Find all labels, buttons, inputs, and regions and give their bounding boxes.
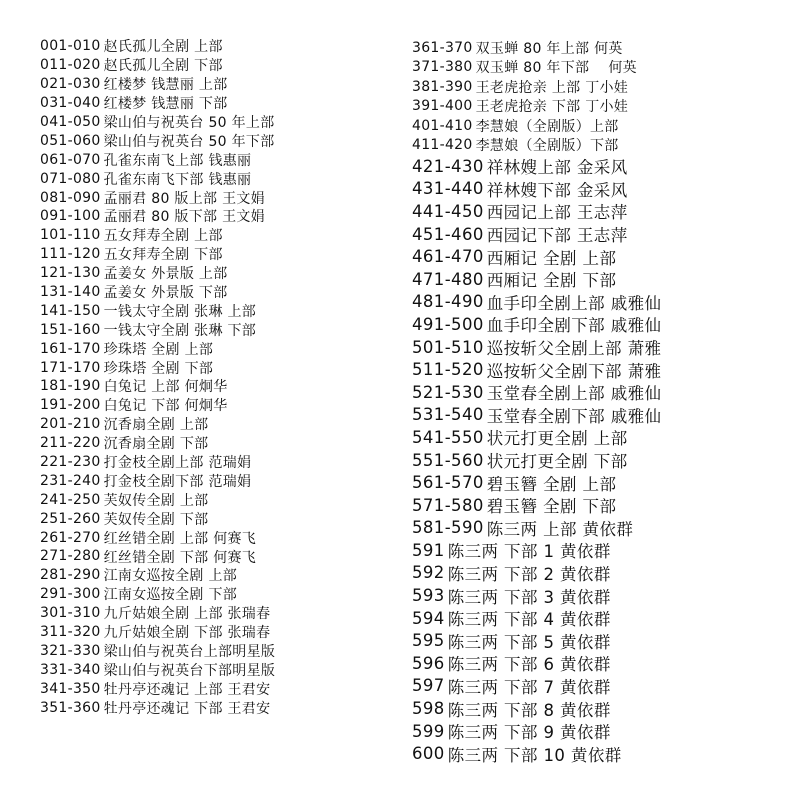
track-list-item [40, 358, 412, 377]
track-number-range: 531-540 [412, 405, 484, 425]
track-number-range: 301-310 [40, 605, 101, 622]
track-number-range: 221-230 [40, 454, 101, 471]
track-list-item [40, 245, 412, 264]
track-number-range: 441-450 [412, 201, 484, 221]
track-list-item [40, 604, 412, 623]
track-number-range: 131-140 [40, 284, 101, 301]
track-number-range: 021-030 [40, 76, 101, 93]
track-title: 王老虎抢亲 下部 丁小娃 [475, 99, 629, 116]
track-list-item [412, 381, 782, 404]
track-title: 珍珠塔 全剧 下部 [103, 360, 214, 377]
track-number-range: 161-170 [40, 340, 101, 357]
track-list-item [40, 226, 412, 245]
track-number-range: 561-570 [412, 473, 484, 493]
track-list-item [412, 358, 782, 381]
track-number-range: 201-210 [40, 416, 101, 433]
track-number-range: 594 [412, 608, 445, 628]
track-number-range: 281-290 [40, 567, 101, 584]
track-list-item [412, 607, 782, 630]
track-list-item [412, 116, 782, 136]
track-title: 赵氏孤儿全剧 上部 [103, 39, 223, 56]
track-number-range: 541-550 [412, 427, 484, 447]
track-title: 双玉蝉 80 年上部 何英 [475, 40, 623, 57]
track-number-range: 598 [412, 699, 445, 719]
track-number-range: 461-470 [412, 247, 484, 267]
track-title: 陈三两 上部 黄依群 [486, 519, 634, 539]
track-number-range: 491-500 [412, 314, 484, 334]
track-list-item [412, 629, 782, 652]
track-list-item [40, 207, 412, 226]
track-list-item [40, 113, 412, 132]
track-list-item [40, 339, 412, 358]
track-number-range: 181-190 [40, 378, 101, 395]
track-list-item [40, 320, 412, 339]
track-number-range: 401-410 [412, 117, 473, 134]
track-list-item [40, 283, 412, 302]
track-number-range: 421-430 [412, 156, 484, 176]
track-title: 梁山伯与祝英台 50 年上部 [103, 115, 275, 132]
left-track-list [40, 37, 412, 717]
track-number-range: 597 [412, 676, 445, 696]
track-number-range: 251-260 [40, 510, 101, 527]
track-list-item [40, 75, 412, 94]
track-number-range: 351-360 [40, 699, 101, 716]
track-title: 白兔记 上部 何炯华 [103, 379, 228, 396]
track-list-item [412, 58, 782, 78]
track-number-range: 471-480 [412, 269, 484, 289]
track-number-range: 081-090 [40, 189, 101, 206]
track-list-item [412, 291, 782, 314]
track-list-item [412, 471, 782, 494]
track-number-range: 001-010 [40, 38, 101, 55]
track-list-item [412, 178, 782, 201]
track-title: 牡丹亭还魂记 下部 王君安 [103, 700, 271, 717]
track-title: 九斤姑娘全剧 下部 张瑞春 [103, 625, 271, 642]
track-number-range: 051-060 [40, 132, 101, 149]
track-number-range: 411-420 [412, 137, 473, 154]
track-list-item [40, 698, 412, 717]
track-title: 巡按斩父全剧上部 萧雅 [486, 339, 662, 359]
track-list-item [412, 97, 782, 117]
right-track-list [412, 38, 782, 765]
track-list-item [412, 742, 782, 765]
track-number-range: 361-370 [412, 39, 473, 56]
track-list-item [40, 566, 412, 585]
track-number-range: 592 [412, 563, 445, 583]
track-title: 沉香扇全剧 上部 [103, 417, 209, 434]
track-title: 李慧娘（全剧版）上部 [475, 118, 619, 135]
track-title: 孟丽君 80 版下部 王文娟 [103, 209, 265, 226]
track-list-item [412, 584, 782, 607]
track-title: 孔雀东南飞上部 钱惠丽 [103, 152, 252, 169]
track-list-item [412, 136, 782, 156]
track-list-item [40, 623, 412, 642]
track-title: 状元打更全剧 下部 [486, 452, 628, 472]
track-title: 红丝错全剧 下部 何赛飞 [103, 549, 257, 566]
track-list-item [40, 642, 412, 661]
track-list-item [40, 585, 412, 604]
track-list-item [40, 509, 412, 528]
track-list-item [40, 150, 412, 169]
track-title: 沉香扇全剧 下部 [103, 436, 209, 453]
track-title: 陈三两 下部 8 黄依群 [447, 700, 611, 720]
track-title: 血手印全剧下部 戚雅仙 [486, 316, 662, 336]
track-title: 巡按斩父全剧下部 萧雅 [486, 361, 662, 381]
track-title: 状元打更全剧 上部 [486, 429, 628, 449]
track-number-range: 041-050 [40, 114, 101, 130]
track-list-item [40, 94, 412, 113]
track-title: 陈三两 下部 2 黄依群 [447, 564, 611, 584]
track-title: 打金枝全剧下部 范瑞娟 [103, 473, 252, 490]
track-list-item [40, 453, 412, 472]
track-title: 打金枝全剧上部 范瑞娟 [103, 455, 252, 472]
track-number-range: 061-070 [40, 151, 101, 168]
track-number-range: 596 [412, 653, 445, 673]
track-title: 李慧娘（全剧版）下部 [475, 138, 619, 155]
track-number-range: 593 [412, 586, 445, 606]
track-number-range: 111-120 [40, 246, 101, 263]
track-title: 红楼梦 钱慧丽 上部 [103, 77, 228, 94]
track-list-item [40, 56, 412, 75]
track-title: 白兔记 下部 何炯华 [103, 398, 228, 415]
track-list-item [40, 434, 412, 453]
track-number-range: 599 [412, 721, 445, 741]
track-list-item [412, 268, 782, 291]
track-list-item [412, 697, 782, 720]
track-list-item [412, 426, 782, 449]
track-number-range: 591 [412, 540, 445, 560]
track-number-range: 271-280 [40, 548, 101, 565]
track-title: 陈三两 下部 3 黄依群 [447, 587, 611, 607]
track-number-range: 091-100 [40, 208, 101, 225]
track-number-range: 391-400 [412, 98, 473, 115]
track-list-item [412, 223, 782, 246]
track-list-item [40, 301, 412, 320]
track-title: 梁山伯与祝英台上部明星版 [103, 643, 276, 660]
track-list-item [40, 264, 412, 283]
track-list-item [40, 679, 412, 698]
track-number-range: 151-160 [40, 321, 101, 338]
track-number-range: 261-270 [40, 529, 101, 546]
track-number-range: 121-130 [40, 265, 101, 282]
track-title: 玉堂春全剧下部 戚雅仙 [486, 406, 662, 426]
track-title: 陈三两 下部 9 黄依群 [447, 723, 611, 743]
track-list-item [40, 169, 412, 188]
track-list-item [40, 396, 412, 415]
track-number-range: 331-340 [40, 661, 101, 678]
track-list-item [40, 528, 412, 547]
track-title: 西园记下部 王志萍 [486, 226, 628, 246]
track-list-item [40, 660, 412, 679]
track-list-item [40, 490, 412, 509]
track-number-range: 481-490 [412, 292, 484, 312]
track-title: 孟丽君 80 版上部 王文娟 [103, 190, 265, 207]
track-number-range: 571-580 [412, 495, 484, 515]
track-title: 赵氏孤儿全剧 下部 [103, 58, 223, 75]
track-title: 陈三两 下部 7 黄依群 [447, 677, 611, 697]
track-list-item [40, 131, 412, 150]
track-number-range: 501-510 [412, 337, 484, 357]
track-title: 陈三两 下部 4 黄依群 [447, 610, 611, 630]
track-list-item [40, 415, 412, 434]
track-list-item [412, 562, 782, 585]
track-number-range: 321-330 [40, 642, 101, 659]
track-title: 孔雀东南飞下部 钱惠丽 [103, 171, 252, 188]
track-list-item [412, 449, 782, 472]
track-number-range: 101-110 [40, 227, 101, 244]
track-title: 梁山伯与祝英台 50 年下部 [103, 133, 275, 150]
track-number-range: 371-380 [412, 59, 473, 76]
track-title: 一钱太守全剧 张琳 下部 [103, 322, 257, 339]
track-list-item [412, 77, 782, 97]
track-list-item [40, 188, 412, 207]
track-number-range: 071-080 [40, 170, 101, 187]
track-title: 梁山伯与祝英台下部明星版 [103, 662, 276, 679]
track-title: 王老虎抢亲 上部 丁小娃 [475, 79, 629, 96]
track-title: 双玉蝉 80 年下部 何英 [475, 60, 637, 77]
track-title: 陈三两 下部 1 黄依群 [447, 542, 611, 562]
track-title: 陈三两 下部 6 黄依群 [447, 655, 611, 675]
track-number-range: 011-020 [40, 57, 101, 74]
track-list-item [40, 547, 412, 566]
track-number-range: 241-250 [40, 491, 101, 508]
track-title: 西厢记 全剧 下部 [486, 271, 617, 291]
track-title: 陈三两 下部 10 黄依群 [447, 745, 622, 765]
track-title: 碧玉簪 全剧 下部 [486, 497, 617, 517]
track-list-item [412, 720, 782, 743]
track-number-range: 171-170 [40, 359, 101, 376]
track-list-item [412, 155, 782, 178]
track-list-item [412, 494, 782, 517]
track-title: 玉堂春全剧上部 戚雅仙 [486, 384, 662, 404]
track-title: 孟姜女 外景版 上部 [103, 266, 228, 283]
track-title: 碧玉簪 全剧 上部 [486, 474, 617, 494]
track-title: 牡丹亭还魂记 上部 王君安 [103, 681, 271, 698]
track-title: 血手印全剧上部 戚雅仙 [486, 293, 662, 313]
track-list-item [40, 37, 412, 56]
track-list-item [412, 38, 782, 58]
track-number-range: 521-530 [412, 382, 484, 402]
track-list-item [412, 200, 782, 223]
track-list-item [412, 404, 782, 427]
track-list-item [412, 652, 782, 675]
track-number-range: 551-560 [412, 450, 484, 470]
track-list-item [412, 539, 782, 562]
track-number-range: 341-350 [40, 680, 101, 697]
track-title: 五女拜寿全剧 下部 [103, 247, 223, 264]
track-title: 孟姜女 外景版 下部 [103, 285, 228, 302]
track-list-item [412, 675, 782, 698]
track-number-range: 031-040 [40, 95, 101, 112]
track-number-range: 595 [412, 631, 445, 651]
track-number-range: 581-590 [412, 518, 484, 538]
track-title: 西园记上部 王志萍 [486, 203, 628, 223]
track-title: 芙奴传全剧 上部 [103, 492, 209, 509]
track-number-range: 600 [412, 744, 445, 764]
track-title: 芙奴传全剧 下部 [103, 511, 209, 528]
track-list-item [40, 471, 412, 490]
track-list-item [412, 336, 782, 359]
track-title: 江南女巡按全剧 下部 [103, 587, 238, 604]
track-title: 祥林嫂下部 金采风 [486, 180, 628, 200]
track-list-item [412, 517, 782, 540]
track-title: 九斤姑娘全剧 上部 张瑞春 [103, 606, 271, 623]
track-title: 红丝错全剧 上部 何赛飞 [103, 530, 257, 547]
track-title: 红楼梦 钱慧丽 下部 [103, 96, 228, 113]
track-number-range: 451-460 [412, 224, 484, 244]
track-list-item [412, 245, 782, 268]
track-title: 一钱太守全剧 张琳 上部 [103, 303, 257, 320]
track-number-range: 511-520 [412, 360, 484, 380]
track-number-range: 141-150 [40, 302, 101, 319]
track-title: 陈三两 下部 5 黄依群 [447, 632, 611, 652]
track-title: 江南女巡按全剧 上部 [103, 568, 238, 585]
track-number-range: 191-200 [40, 397, 101, 414]
track-number-range: 381-390 [412, 78, 473, 95]
track-number-range: 231-240 [40, 472, 101, 489]
track-title: 珍珠塔 全剧 上部 [103, 341, 214, 358]
track-list-item [40, 377, 412, 396]
track-title: 祥林嫂上部 金采风 [486, 158, 628, 178]
track-number-range: 291-300 [40, 586, 101, 603]
track-number-range: 431-440 [412, 179, 484, 199]
track-number-range: 211-220 [40, 435, 101, 452]
track-title: 西厢记 全剧 上部 [486, 248, 617, 268]
track-title: 五女拜寿全剧 上部 [103, 228, 223, 245]
track-list-item [412, 313, 782, 336]
track-number-range: 311-320 [40, 624, 101, 641]
